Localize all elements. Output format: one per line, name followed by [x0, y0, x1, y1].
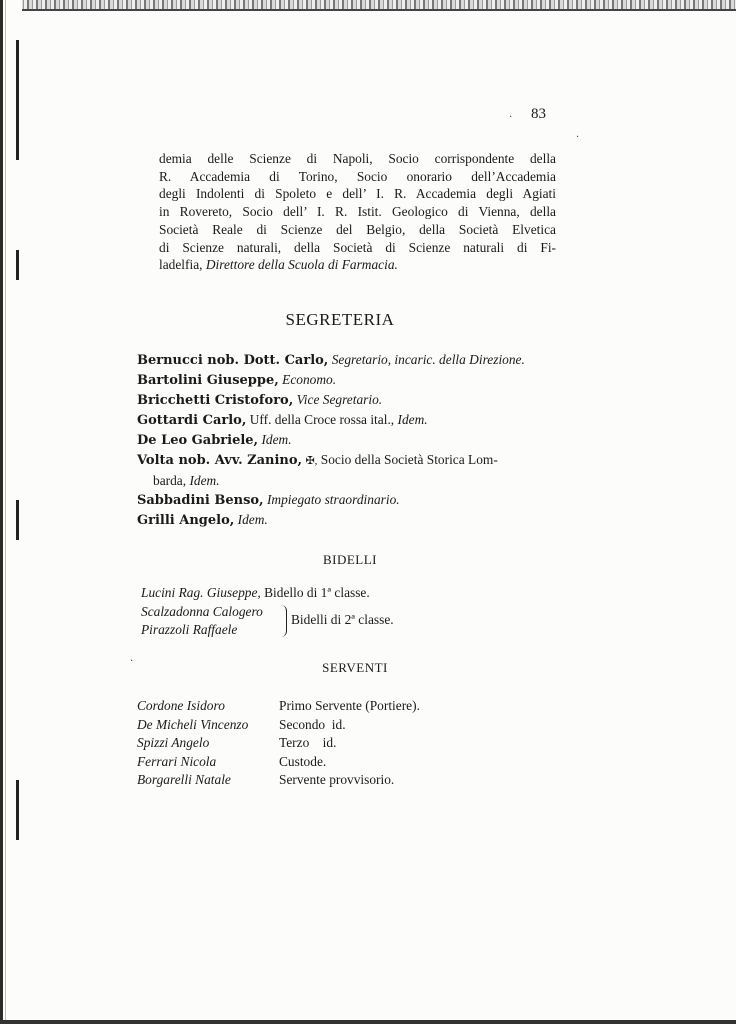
staff-role: Segretario, incaric. della Direzione.: [331, 352, 525, 367]
staff-name: Grilli Angelo,: [137, 513, 235, 528]
text-fragment: ladelfia,: [159, 257, 206, 273]
speck-mark: ·: [576, 132, 580, 143]
text-line: demia delle Scienze di Napoli, Socio corrispondente della: [159, 151, 556, 166]
staff-name: Bartolini Giuseppe,: [137, 373, 279, 388]
segreteria-list: [137, 350, 557, 530]
cross-symbol: ✠,: [305, 455, 318, 467]
staff-role: Idem.: [261, 432, 292, 447]
director-title: Direttore della Scuola di Farmacia.: [205, 257, 398, 273]
servente-name: Spizzi Angelo: [137, 735, 210, 750]
bidelli-list: [141, 585, 471, 641]
speck-mark: ·: [130, 656, 134, 667]
staff-entry: [137, 390, 557, 410]
text-line: [159, 256, 556, 274]
section-heading-bidelli: BIDELLI: [322, 552, 378, 567]
servente-role: Servente provvisorio.: [279, 772, 395, 787]
servente-role: Primo Servente (Portiere).: [279, 698, 420, 713]
staff-name: Gottardi Carlo,: [137, 413, 247, 428]
text-line: di Scienze naturali, della Società di Scienze naturali di Fi-: [159, 239, 556, 255]
staff-entry: [137, 370, 557, 390]
text-line: degli Indolenti di Spoleto e dell’ I. R. Accademia degli Agiati: [159, 186, 556, 202]
servente-name: Borgarelli Natale: [137, 772, 231, 787]
text-line: in Rovereto, Socio dell’ I. R. Istit. Geologico di Vienna, della: [159, 204, 556, 220]
text-line: R. Accademia di Torino, Socio onorario dell’Accademia: [159, 168, 556, 184]
intro-paragraph: [159, 150, 556, 274]
bidelli-group: [141, 603, 471, 641]
servente-entry: [137, 716, 420, 735]
bidello-name: Lucini Rag. Giuseppe,: [141, 585, 261, 600]
staff-name: De Leo Gabriele,: [137, 433, 259, 448]
speck-mark: ·: [509, 112, 513, 123]
text-line: Società Reale di Scienze del Belgio, della Società Elvetica: [159, 221, 556, 237]
staff-entry: [137, 410, 557, 430]
servente-name: Cordone Isidoro: [137, 698, 225, 713]
staff-role: Idem.: [189, 473, 220, 488]
section-heading-serventi: SERVENTI: [322, 660, 388, 675]
staff-entry: [137, 490, 557, 510]
staff-name: Bernucci nob. Dott. Carlo,: [137, 353, 329, 368]
staff-detail: Uff. della Croce rossa ital.,: [249, 412, 395, 427]
staff-entry: [137, 450, 557, 490]
staff-role: Economo.: [282, 372, 337, 387]
servente-role: Secondo id.: [279, 716, 346, 732]
staff-role: Idem.: [237, 512, 268, 527]
staff-entry: [137, 510, 557, 530]
bidello-entry: [141, 585, 471, 601]
servente-name: Ferrari Nicola: [137, 753, 217, 769]
servente-entry: [137, 697, 420, 716]
scan-edge-top: [0, 0, 736, 9]
servente-name: De Micheli Vincenzo: [137, 716, 249, 732]
brace-bracket: [280, 605, 287, 637]
scan-edge-left: [0, 0, 22, 1024]
section-heading-segreteria: SEGRETERIA: [285, 310, 395, 329]
scan-edge-bottom: [0, 1020, 736, 1024]
page-number: 83: [531, 106, 546, 122]
servente-role: Custode.: [279, 753, 327, 769]
staff-role: Idem.: [397, 412, 428, 427]
staff-entry: [137, 350, 557, 370]
bidello-role: Bidelli di 2ª classe.: [291, 612, 394, 627]
servente-role: Terzo id.: [279, 735, 337, 750]
staff-name: Volta nob. Avv. Zanino,: [137, 453, 303, 468]
serventi-list: [137, 697, 420, 790]
bidello-name: Pirazzoli Raffaele: [141, 622, 238, 637]
bidello-name: Scalzadonna Calogero: [141, 604, 263, 619]
servente-entry: [137, 753, 420, 772]
staff-detail: Socio della Società Storica Lom-: [320, 452, 498, 467]
servente-entry: [137, 734, 420, 753]
staff-name: Bricchetti Cristoforo,: [137, 393, 294, 408]
staff-entry-continuation: [137, 471, 557, 490]
servente-entry: [137, 771, 420, 790]
staff-detail: barda,: [153, 473, 187, 488]
staff-role: Impiegato straordinario.: [266, 492, 400, 507]
staff-entry: [137, 430, 557, 450]
bidello-role: Bidello di 1ª classe.: [264, 585, 370, 600]
staff-name: Sabbadini Benso,: [137, 493, 264, 508]
staff-role: Vice Segretario.: [296, 392, 383, 407]
bidelli-group-names: [141, 603, 263, 639]
